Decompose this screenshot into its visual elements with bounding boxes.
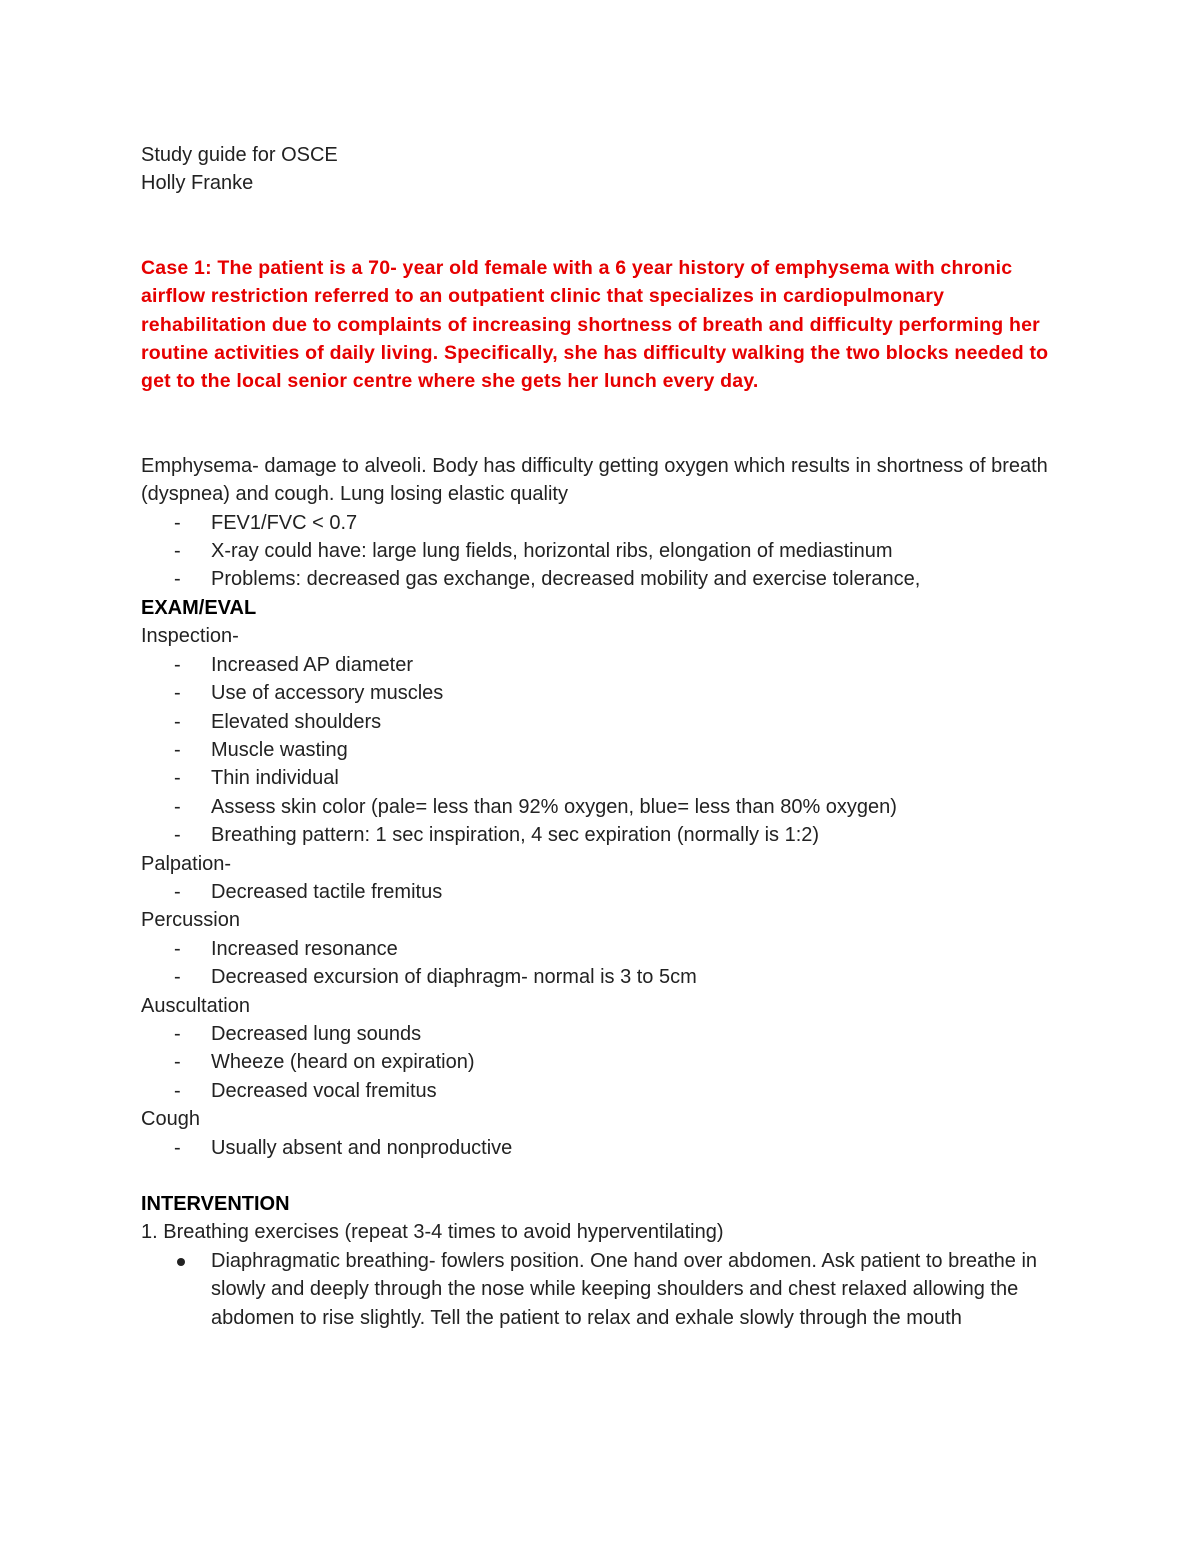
bullet-dot-icon (177, 1258, 185, 1266)
section-title-cough: Cough (141, 1108, 200, 1131)
cough-list (141, 1134, 1061, 1162)
section-title-palpation: Palpation- (141, 852, 232, 875)
list-item: - Use of accessory muscles (141, 679, 1061, 707)
section-title-auscultation: Auscultation (141, 994, 250, 1017)
intervention-item-1: 1. Breathing exercises (repeat 3-4 times to avoid hyperventilating) (141, 1221, 724, 1244)
dash-marker: - (174, 710, 181, 733)
dash-marker: - (174, 795, 181, 818)
intervention-bullets (141, 1247, 1061, 1332)
list-item: - Assess skin color (pale= less than 92% oxygen, blue= less than 80% oxygen) (141, 793, 1061, 821)
palpation-list (141, 878, 1061, 906)
list-item: - Wheeze (heard on expiration) (141, 1048, 1061, 1076)
spacer (141, 1162, 1061, 1190)
list-item: - Increased resonance (141, 935, 1061, 963)
list-item: - Usually absent and nonproductive (141, 1134, 1061, 1162)
inspection-list (141, 651, 1061, 850)
dash-marker: - (174, 1051, 181, 1074)
dash-marker: - (174, 511, 181, 534)
percussion-list (141, 935, 1061, 992)
dash-marker: - (174, 568, 181, 591)
emphysema-intro: Emphysema- damage to alveoli. Body has difficulty getting oxygen which results in shortness of breath (dyspnea) and cough. Lung losing elastic quality (141, 454, 1048, 506)
dash-marker: - (174, 1079, 181, 1102)
list-item: - Decreased vocal fremitus (141, 1077, 1061, 1105)
spacer (141, 396, 1061, 452)
list-item: - Decreased excursion of diaphragm- normal is 3 to 5cm (141, 963, 1061, 991)
spacer (141, 198, 1061, 254)
dash-marker: - (174, 1136, 181, 1159)
document-page (141, 141, 1061, 1332)
list-item: - Muscle wasting (141, 736, 1061, 764)
document-title: Study guide for OSCE (141, 144, 338, 166)
list-item: - Decreased lung sounds (141, 1020, 1061, 1048)
dash-marker: - (174, 738, 181, 761)
dash-marker: - (174, 966, 181, 989)
dash-marker: - (174, 682, 181, 705)
list-item: - Breathing pattern: 1 sec inspiration, 4 sec expiration (normally is 1:2) (141, 821, 1061, 849)
list-item: - Thin individual (141, 764, 1061, 792)
emphysema-list (141, 509, 1061, 594)
dash-marker: - (174, 653, 181, 676)
dash-marker: - (174, 1022, 181, 1045)
intervention-heading: INTERVENTION (141, 1193, 290, 1215)
dash-marker: - (174, 937, 181, 960)
list-item: - Increased AP diameter (141, 651, 1061, 679)
section-title-inspection: Inspection- (141, 625, 239, 648)
dash-marker: - (174, 540, 181, 563)
dash-marker: - (174, 767, 181, 790)
list-item: - Decreased tactile fremitus (141, 878, 1061, 906)
dash-marker: - (174, 824, 181, 847)
exam-heading: EXAM/EVAL (141, 596, 257, 619)
case-description: Case 1: The patient is a 70- year old female with a 6 year history of emphysema with chronic airflow restriction referred to an outpatient clinic that specializes in cardiopulmonary rehabilitation due to complaints of increasing shortness of breath and difficulty performing her routine activities of daily living. Specifically, she has difficulty walking the two blocks needed to get to the local senior centre where she gets her lunch every day. (141, 256, 1049, 393)
document-author: Holly Franke (141, 172, 254, 195)
auscultation-list (141, 1020, 1061, 1105)
list-item: - Elevated shoulders (141, 708, 1061, 736)
list-item: Diaphragmatic breathing- fowlers position. One hand over abdomen. Ask patient to breathe in slowly and deeply through the nose while keeping shoulders and chest relaxed allowing the abdomen to rise slightly. Tell the patient to relax and exhale slowly through the mouth (141, 1247, 1056, 1332)
list-item: - FEV1/FVC < 0.7 (141, 509, 1061, 537)
section-title-percussion: Percussion (141, 909, 240, 932)
list-item: - X-ray could have: large lung fields, horizontal ribs, elongation of mediastinum (141, 537, 1061, 565)
list-item: - Problems: decreased gas exchange, decreased mobility and exercise tolerance, (141, 565, 1061, 593)
dash-marker: - (174, 880, 181, 903)
